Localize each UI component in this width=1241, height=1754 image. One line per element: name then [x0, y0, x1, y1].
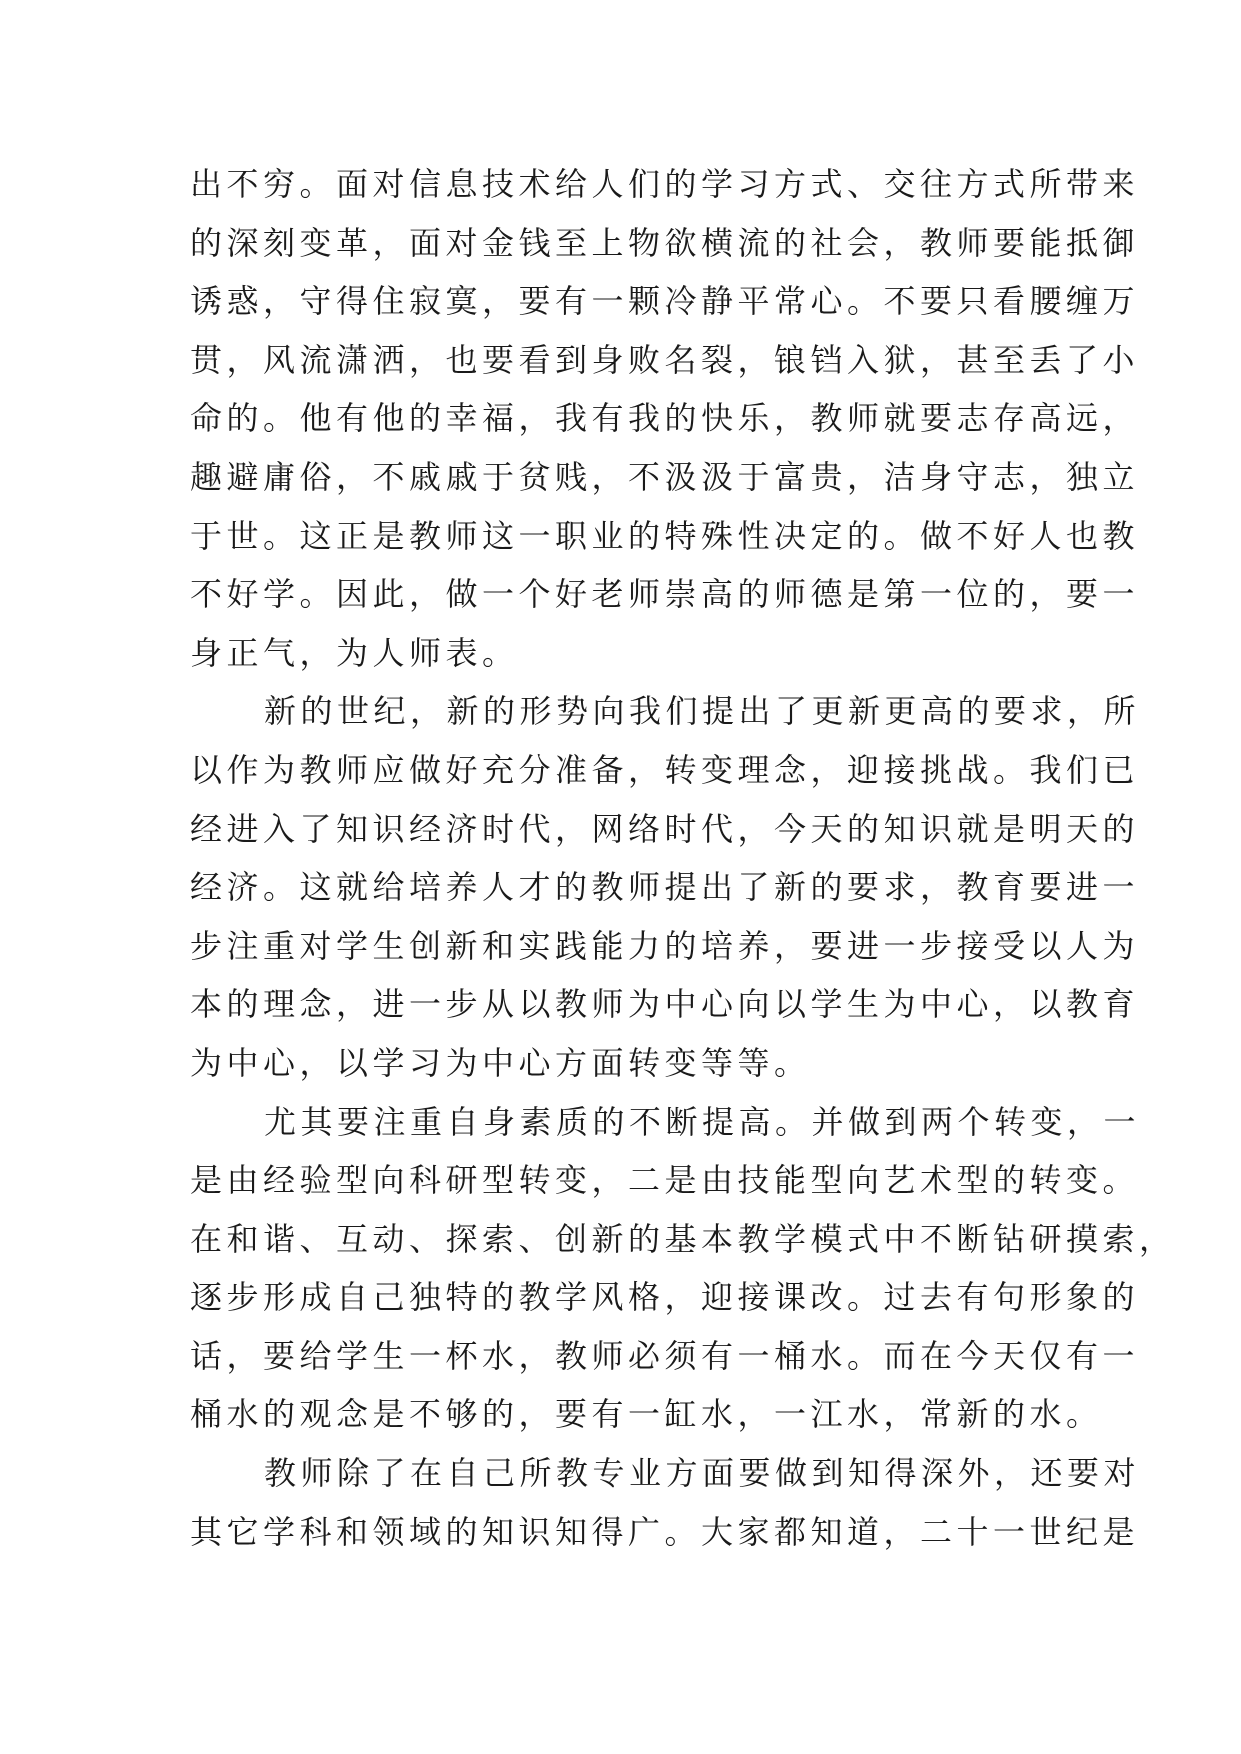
text-line: 的深刻变革，面对金钱至上物欲横流的社会，教师要能抵御: [190, 223, 1140, 262]
text-line: 桶水的观念是不够的，要有一缸水，一江水，常新的水。: [190, 1395, 1103, 1434]
text-line: 教师除了在自己所教专业方面要做到知得深外，还要对: [264, 1454, 1141, 1493]
text-line: 诱惑，守得住寂寞，要有一颗冷静平常心。不要只看腰缠万: [190, 282, 1140, 321]
text-line: 不好学。因此，做一个好老师崇高的师德是第一位的，要一: [190, 575, 1140, 614]
text-line: 趣避庸俗，不戚戚于贫贱，不汲汲于富贵，洁身守志，独立: [190, 457, 1140, 496]
text-line: 为中心，以学习为中心方面转变等等。: [190, 1043, 811, 1082]
text-line: 在和谐、互动、探索、创新的基本教学模式中不断钻研摸索，: [190, 1219, 1176, 1258]
text-line: 以作为教师应做好充分准备，转变理念，迎接挑战。我们已: [190, 750, 1140, 789]
text-line: 经进入了知识经济时代，网络时代，今天的知识就是明天的: [190, 809, 1140, 848]
text-line: 本的理念，进一步从以教师为中心向以学生为中心，以教育: [190, 985, 1140, 1024]
text-line: 新的世纪，新的形势向我们提出了更新更高的要求，所: [264, 692, 1141, 731]
text-line: 经济。这就给培养人才的教师提出了新的要求，教育要进一: [190, 868, 1140, 907]
text-line: 逐步形成自己独特的教学风格，迎接课改。过去有句形象的: [190, 1278, 1140, 1317]
text-line: 其它学科和领域的知识知得广。大家都知道，二十一世纪是: [190, 1512, 1140, 1551]
text-line: 是由经验型向科研型转变，二是由技能型向艺术型的转变。: [190, 1161, 1140, 1200]
text-line: 身正气，为人师表。: [190, 633, 519, 672]
text-line: 尤其要注重自身素质的不断提高。并做到两个转变，一: [264, 1102, 1141, 1141]
body-text: [190, 155, 1176, 1561]
text-line: 话，要给学生一杯水，教师必须有一桶水。而在今天仅有一: [190, 1336, 1140, 1375]
text-line: 命的。他有他的幸福，我有我的快乐，教师就要志存高远，: [190, 399, 1140, 438]
text-line: 出不穷。面对信息技术给人们的学习方式、交往方式所带来: [190, 165, 1140, 203]
text-line: 于世。这正是教师这一职业的特殊性决定的。做不好人也教: [190, 516, 1140, 555]
text-line: 贯，风流潇洒，也要看到身败名裂，锒铛入狱，甚至丢了小: [190, 340, 1140, 379]
text-line: 步注重对学生创新和实践能力的培养，要进一步接受以人为: [190, 926, 1140, 965]
